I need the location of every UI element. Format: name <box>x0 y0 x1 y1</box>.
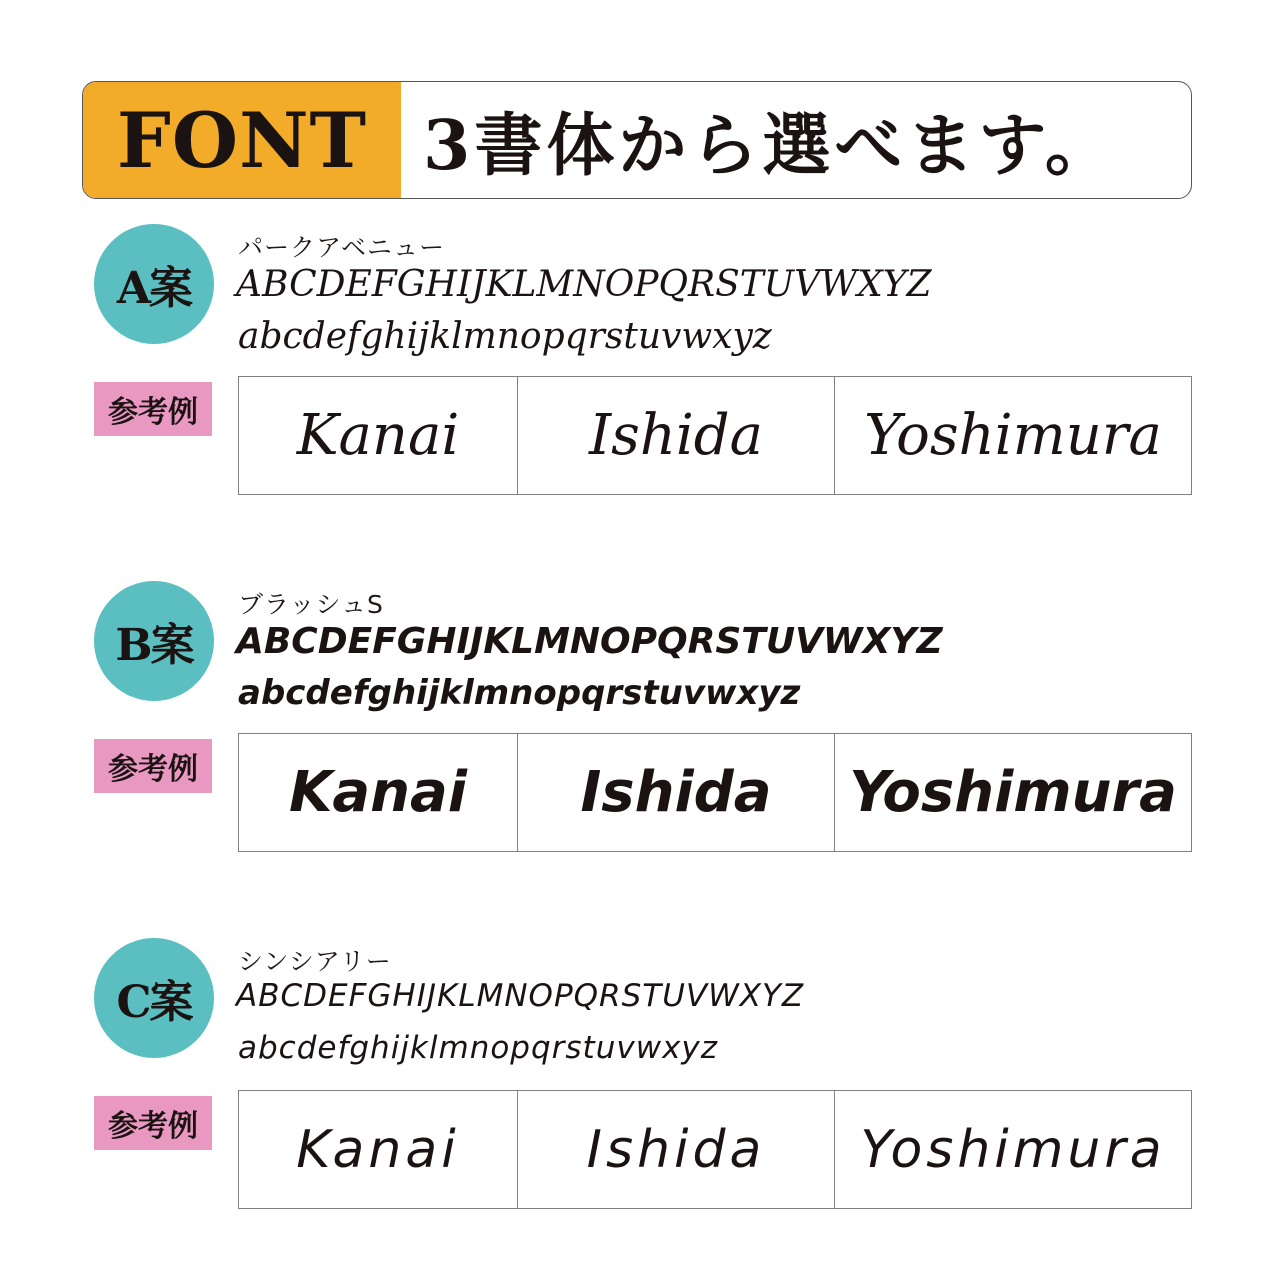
font-section-b <box>0 581 1280 881</box>
lowercase-sample: abcdefghijklmnopqrstuvwxyz <box>238 673 801 713</box>
lowercase-sample: abcdefghijklmnopqrstuvwxyz <box>238 316 772 357</box>
example-label: 参考例 <box>94 739 212 793</box>
example-name: Yoshimura <box>834 1091 1191 1208</box>
header-label: FONT <box>83 82 401 198</box>
option-badge: C案 <box>94 938 214 1058</box>
font-section-a <box>0 224 1280 524</box>
lowercase-sample: abcdefghijklmnopqrstuvwxyz <box>238 1030 719 1066</box>
font-section-c <box>0 938 1280 1238</box>
example-name: Ishida <box>517 1091 834 1208</box>
font-name: パークアベニュー <box>238 233 446 262</box>
example-name: Ishida <box>517 377 834 494</box>
option-badge: A案 <box>94 224 214 344</box>
example-label: 参考例 <box>94 382 212 436</box>
uppercase-sample: ABCDEFGHIJKLMNOPQRSTUVWXYZ <box>236 978 805 1014</box>
example-name: Kanai <box>288 760 468 825</box>
example-table <box>238 1090 1192 1209</box>
example-name: Kanai <box>296 1119 460 1180</box>
option-badge: B案 <box>94 581 214 701</box>
example-name: Yoshimura <box>834 734 1191 851</box>
example-label: 参考例 <box>94 1096 212 1150</box>
font-name: シンシアリー <box>238 947 392 976</box>
uppercase-sample: ABCDEFGHIJKLMNOPQRSTUVWXYZ <box>236 621 943 662</box>
example-name: Kanai <box>296 403 460 468</box>
font-name: ブラッシュS <box>238 590 384 619</box>
example-table <box>238 733 1192 852</box>
uppercase-sample: ABCDEFGHIJKLMNOPQRSTUVWXYZ <box>236 264 932 305</box>
example-name: Yoshimura <box>834 377 1191 494</box>
header-title: 3書体から選べます。 <box>423 105 1117 186</box>
example-name: Ishida <box>517 734 834 851</box>
header-banner <box>82 81 1192 199</box>
example-table <box>238 376 1192 495</box>
